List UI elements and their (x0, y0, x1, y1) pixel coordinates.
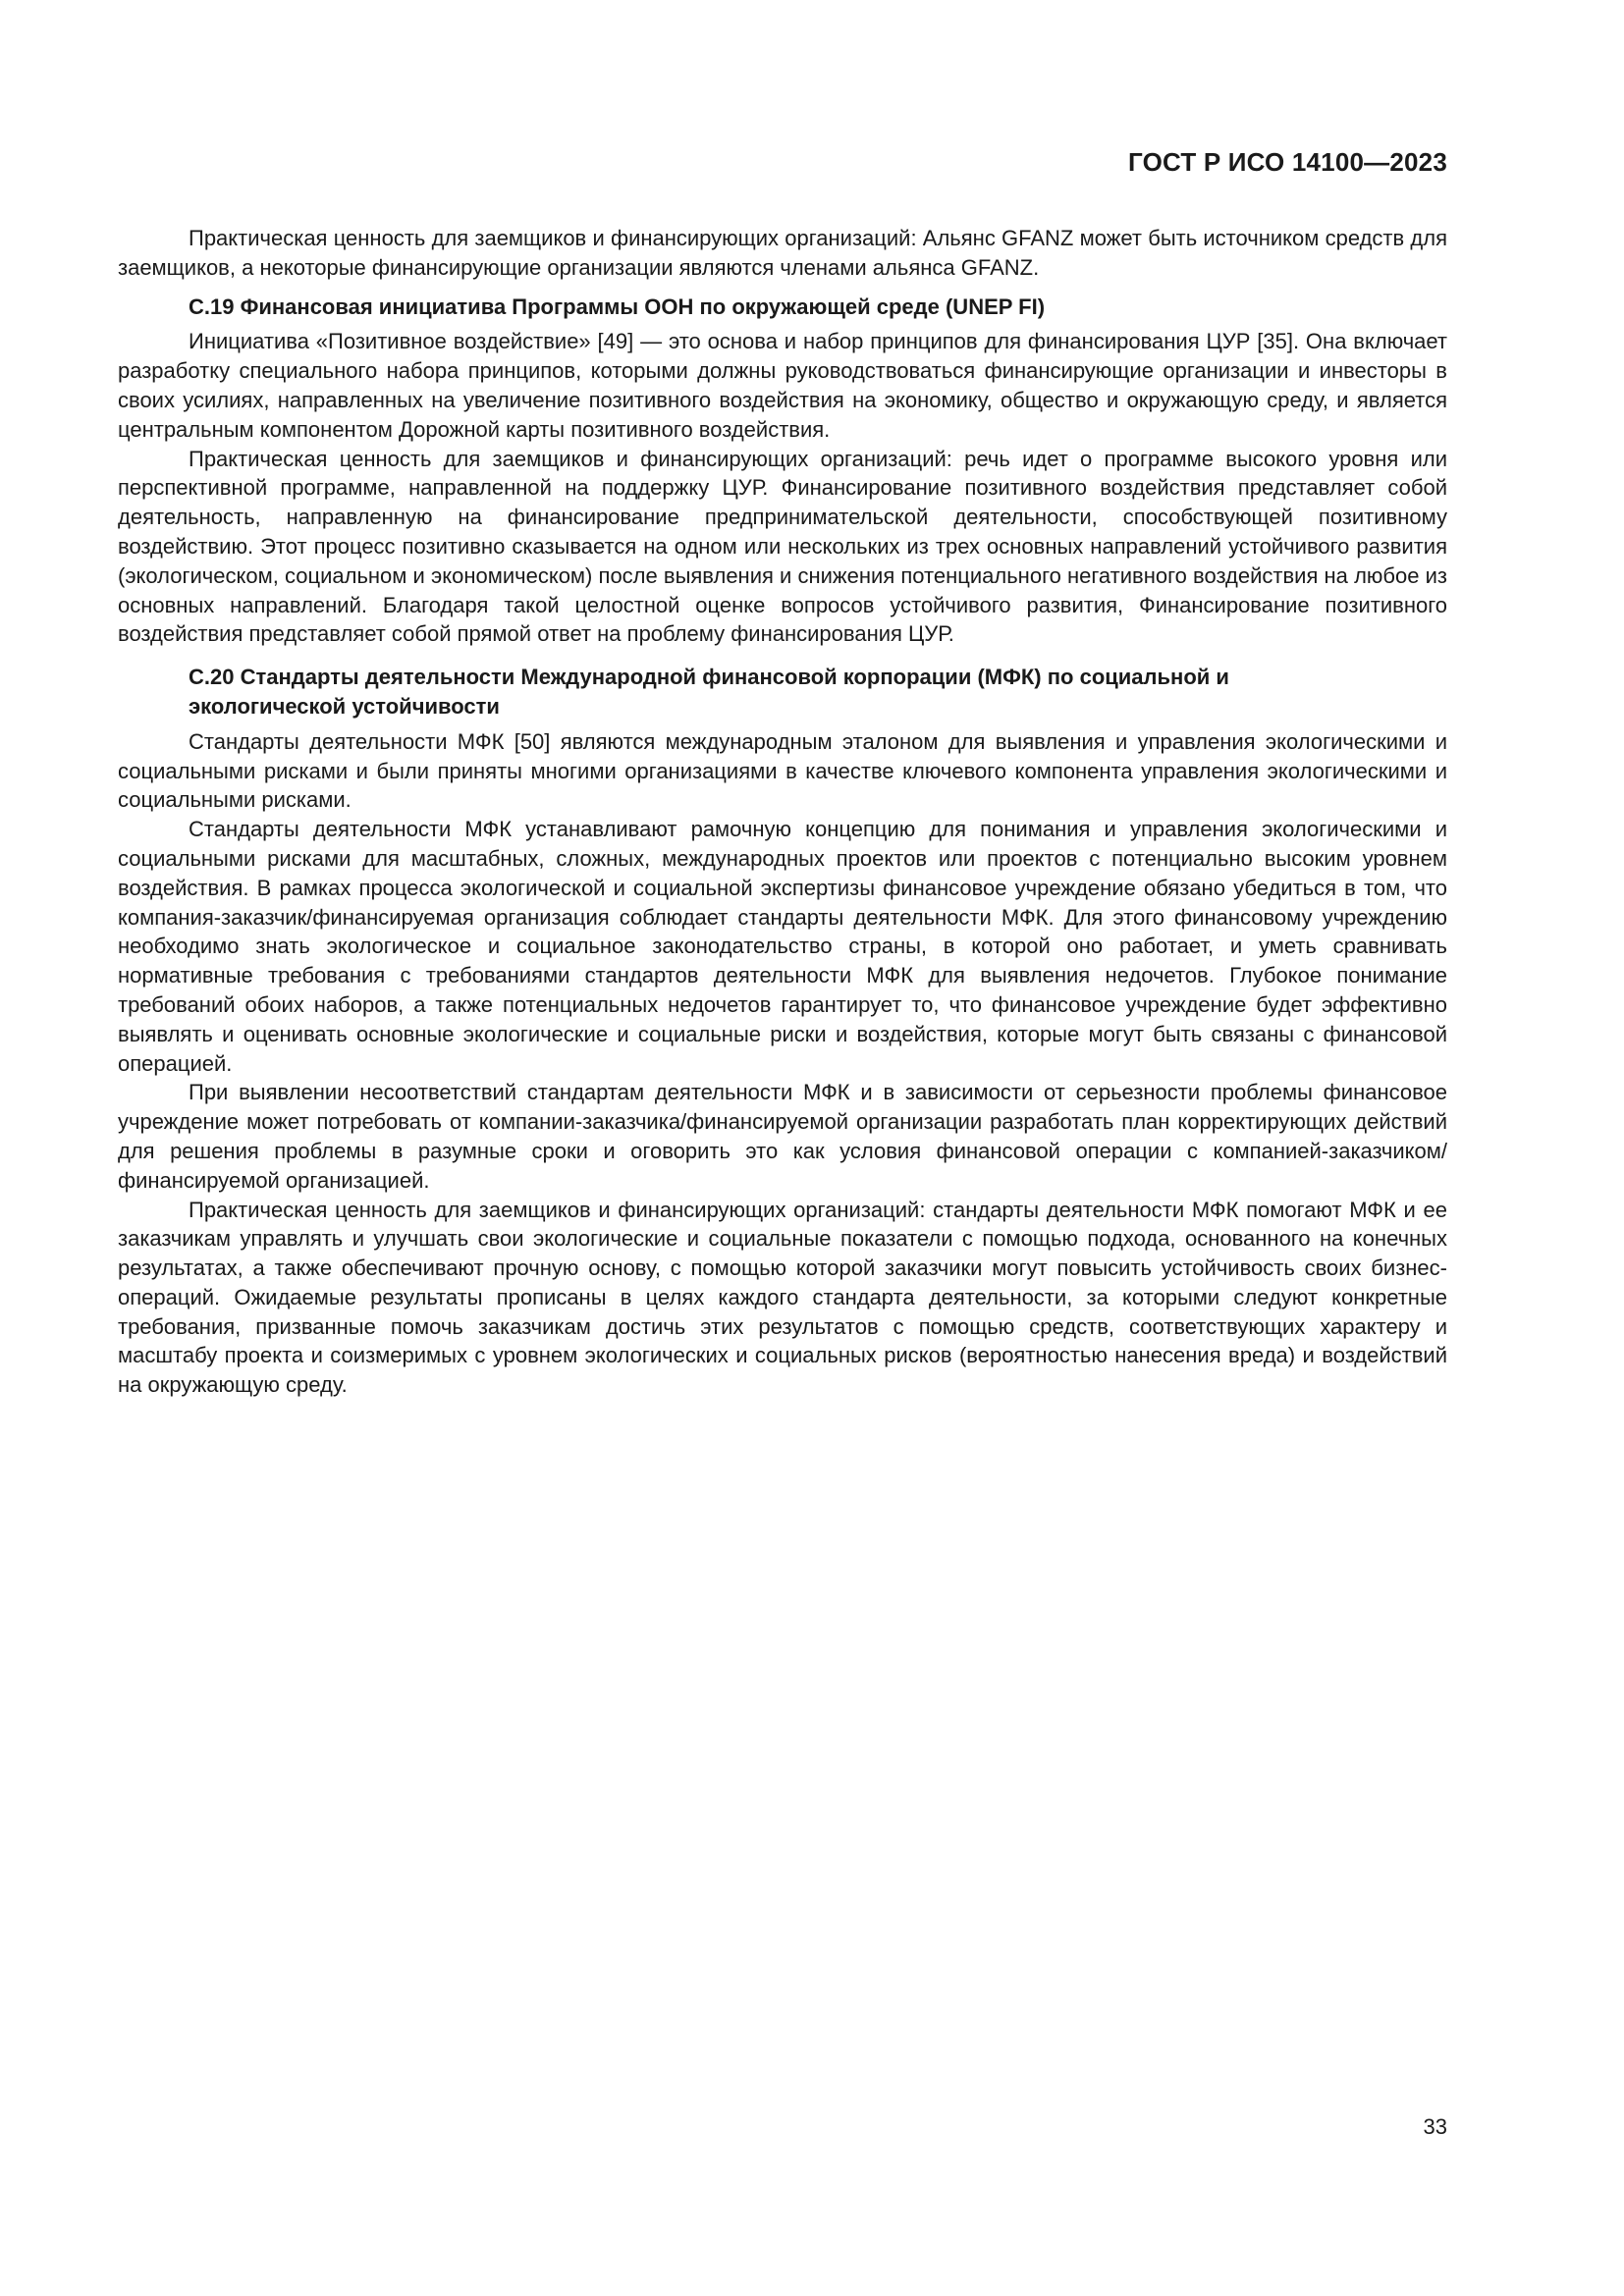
section-c19-heading: С.19 Финансовая инициатива Программы ООН по окружающей среде (UNEP FI) (189, 294, 1046, 319)
section-c20-heading: С.20 Стандарты деятельности Международной финансовой корпорации (МФК) по социальной и экологической устойчивости (189, 665, 1229, 719)
section-c20-paragraph-3: При выявлении несоответствий стандартам деятельности МФК и в зависимости от серьезности проблемы финансовое учреждение может потребовать от компании-заказчика/финансируемой организации разработать план корректирующих действий для решения проблемы в разумные сроки и оговорить это как условия финансовой операции с компанией-заказчиком/финансируемой организацией. (118, 1080, 1447, 1193)
page-number: 33 (1423, 2114, 1447, 2139)
document-body (118, 224, 1447, 1400)
section-c19-paragraph-1: Инициатива «Позитивное воздействие» [49] — это основа и набор принципов для финансирования ЦУР [35]. Она включает разработку специального набора принципов, которыми должны руководствоваться финансирующие организации и инвесторы в своих усилиях, направленных на увеличение позитивного воздействия на экономику, общество и окружающую среду, и является центральным компонентом Дорожной карты позитивного воздействия. (118, 329, 1447, 442)
section-c20-paragraph-2: Стандарты деятельности МФК устанавливают рамочную концепцию для понимания и управления экологическими и социальными рисками для масштабных, сложных, международных проектов или проектов с потенциально высоким уровнем воздействия. В рамках процесса экологической и социальной экспертизы финансовое учреждение обязано убедиться в том, что компания-заказчик/финансируемая организация соблюдает стандарты деятельности МФК. Для этого финансовому учреждению необходимо знать экологическое и социальное законодательство страны, в которой оно работает, и уметь сравнивать нормативные требования с требованиями стандартов деятельности МФК для выявления недочетов. Глубокое понимание требований обоих наборов, а также потенциальных недочетов гарантирует то, что финансовое учреждение будет эффективно выявлять и оценивать основные экологические и социальные риски и воздействия, которые могут быть связаны с финансовой операцией. (118, 817, 1447, 1076)
section-c19-paragraph-2: Практическая ценность для заемщиков и финансирующих организаций: речь идет о программе высокого уровня или перспективной программе, направленной на поддержку ЦУР. Финансирование позитивного воздействия представляет собой деятельность, направленную на финансирование предпринимательской деятельности, способствующей позитивному воздействию. Этот процесс позитивно сказывается на одном или нескольких из трех основных направлений устойчивого развития (экологическом, социальном и экономическом) после выявления и снижения потенциального негативного воздействия на любое из основных направлений. Благодаря такой целостной оценке вопросов устойчивого развития, Финансирование позитивного воздействия представляет собой прямой ответ на проблему финансирования ЦУР. (118, 446, 1447, 647)
intro-paragraph: Практическая ценность для заемщиков и финансирующих организаций: Альянс GFANZ может быть источником средств для заемщиков, а некоторые финансирующие организации являются членами альянса GFANZ. (118, 226, 1447, 280)
section-c20-paragraph-1: Стандарты деятельности МФК [50] являются международным эталоном для выявления и управления экологическими и социальными рисками и были приняты многими организациями в качестве ключевого компонента управления экологическими и социальными рисками. (118, 728, 1447, 813)
document-header: ГОСТ Р ИСО 14100—2023 (1127, 147, 1447, 177)
section-c20-paragraph-4: Практическая ценность для заемщиков и финансирующих организаций: стандарты деятельности МФК помогают МФК и ее заказчикам управлять и улучшать свои экологические и социальные показатели с помощью подхода, основанного на конечных результатах, а также обеспечивают прочную основу, с помощью которой заказчики могут повысить устойчивость своих бизнес-операций. Ожидаемые результаты прописаны в целях каждого стандарта деятельности, за которыми следуют конкретные требования, призванные помочь заказчикам достичь этих результатов с помощью средств, соответствующих характеру и масштабу проекта и соизмеримых с уровнем экологических и социальных рисков (вероятностью нанесения вреда) и воздействий на окружающую среду. (118, 1197, 1447, 1398)
